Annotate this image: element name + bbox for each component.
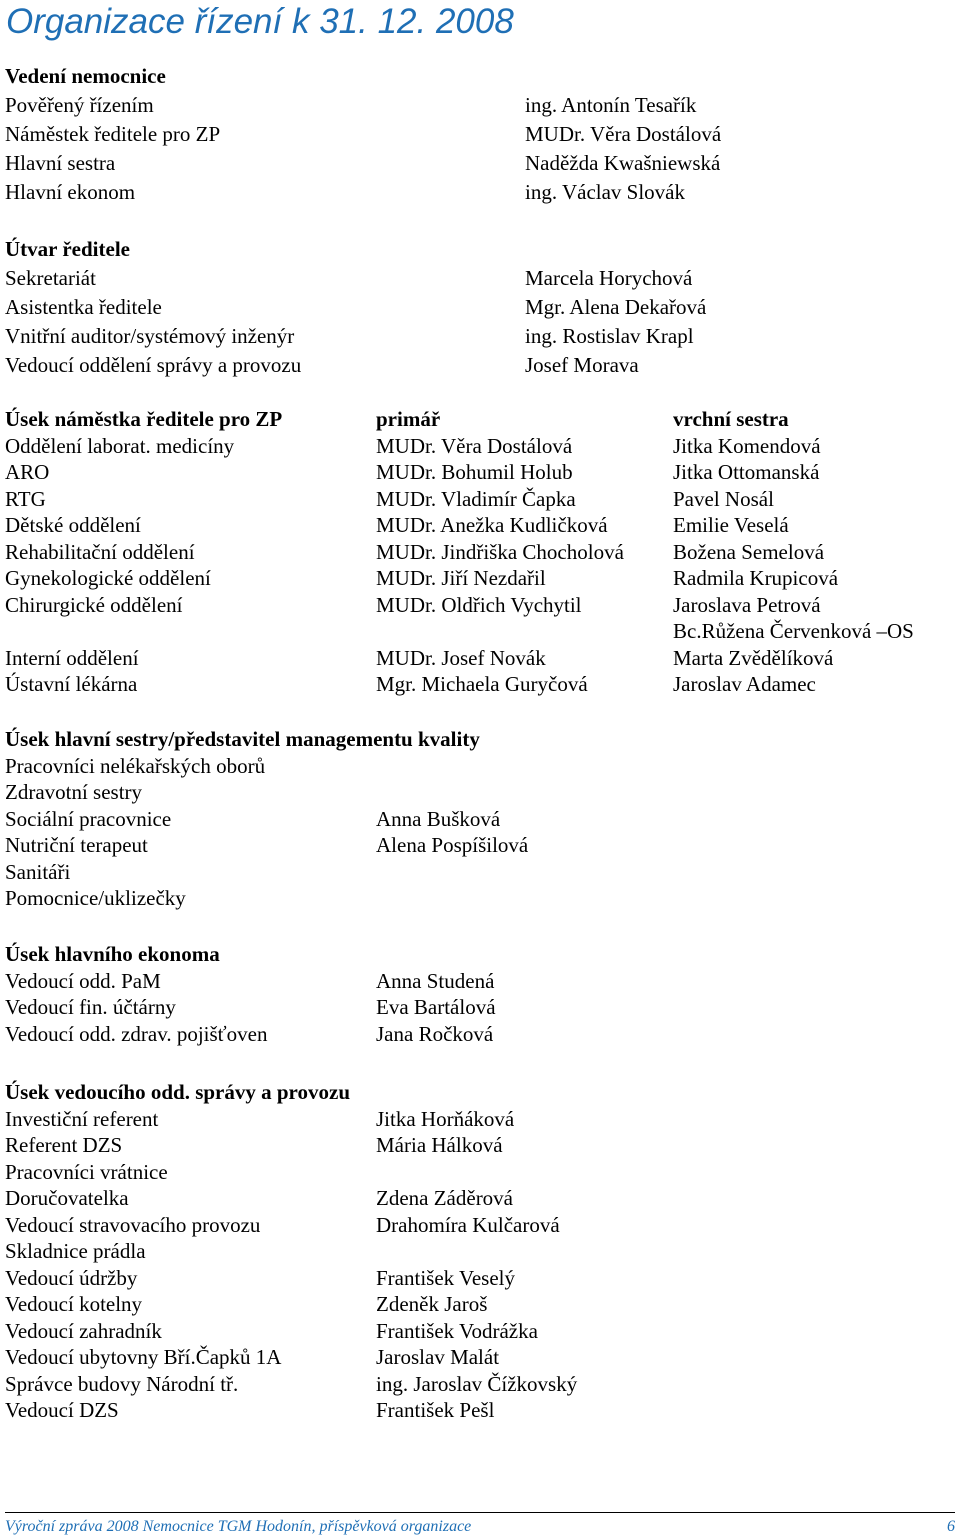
heading-text: Úsek hlavní sestry/představitel managementu kvality	[5, 727, 480, 751]
role-label: Správce budovy Národní tř.	[5, 1371, 239, 1396]
role-label: Hlavní sestra	[5, 151, 116, 175]
department-name: Oddělení laborat. medicíny	[5, 433, 235, 458]
person-name: Mgr. Alena Dekařová	[525, 295, 707, 319]
primar-name: MUDr. Jiří Nezdařil	[376, 566, 546, 590]
role-label: Vedoucí DZS	[5, 1398, 119, 1422]
role-label: Pomocnice/uklizečky	[5, 886, 186, 910]
person-name: Marcela Horychová	[525, 266, 693, 290]
primar-name: MUDr. Vladimír Čapka	[376, 486, 576, 511]
person-name: ing. Václav Slovák	[525, 180, 686, 204]
person-name: ing. Jaroslav Čížkovský	[376, 1371, 578, 1396]
person-name: František Vodrážka	[376, 1318, 538, 1343]
primar-name: MUDr. Anežka Kudličková	[376, 513, 608, 537]
role-label: Vedoucí odd. zdrav. pojišťoven	[5, 1021, 268, 1046]
role-label: Nutriční terapeut	[5, 833, 148, 857]
primar-name: MUDr. Věra Dostálová	[376, 433, 573, 458]
role-label: Vedoucí stravovacího provozu	[5, 1212, 261, 1237]
role-label: Vnitřní auditor/systémový inženýr	[5, 324, 295, 348]
department-name: Ústavní lékárna	[5, 672, 138, 696]
role-label: Asistentka ředitele	[5, 295, 162, 319]
role-label: Vedoucí ubytovny Bří.Čapků 1A	[5, 1345, 282, 1369]
column-header-primar: primář	[376, 407, 441, 431]
department-name: Rehabilitační oddělení	[5, 539, 195, 564]
person-name: Anna Studená	[376, 968, 495, 993]
sestra-name: Jitka Komendová	[673, 433, 821, 458]
person-name: Zdeněk Jaroš	[376, 1292, 488, 1316]
person-name: ing. Antonín Tesařík	[525, 93, 697, 117]
department-name: Interní oddělení	[5, 645, 139, 670]
person-name: Mária Hálková	[376, 1133, 503, 1157]
role-label: Hlavní ekonom	[5, 180, 136, 204]
person-name: Eva Bartálová	[376, 995, 496, 1019]
footer-text: Výroční zpráva 2008 Nemocnice TGM Hodonín, příspěvková organizace	[5, 1518, 472, 1535]
person-name: František Veselý	[376, 1265, 516, 1290]
sestra-name: Emilie Veselá	[673, 513, 789, 537]
person-name: František Pešl	[376, 1398, 495, 1422]
role-label: Vedoucí údržby	[5, 1265, 138, 1290]
person-name: Anna Bušková	[376, 806, 501, 831]
role-label: Sekretariát	[5, 266, 96, 290]
role-label: Doručovatelka	[5, 1186, 129, 1210]
sestra-name: Jaroslav Adamec	[673, 672, 816, 696]
role-label: Pracovníci vrátnice	[5, 1159, 168, 1184]
sestra-name: Marta Zvědělíková	[673, 645, 834, 670]
sestra-name: Jitka Ottomanská	[673, 460, 820, 484]
department-name: Dětské oddělení	[5, 513, 141, 537]
person-name: Jaroslav Malát	[376, 1345, 500, 1369]
sestra-name: Radmila Krupicová	[673, 566, 839, 590]
role-label: Náměstek ředitele pro ZP	[5, 122, 221, 146]
department-name: ARO	[5, 460, 50, 484]
role-label: Vedoucí kotelny	[5, 1292, 143, 1316]
department-name: Gynekologické oddělení	[5, 566, 211, 590]
primar-name: Mgr. Michaela Guryčová	[376, 672, 588, 696]
role-label: Pověřený řízením	[5, 93, 154, 117]
sestra-name: Jaroslava Petrová	[673, 592, 821, 617]
primar-name: MUDr. Bohumil Holub	[376, 460, 573, 484]
page-footer	[5, 1516, 955, 1538]
person-name: Jitka Horňáková	[376, 1106, 515, 1131]
sestra-name: Bc.Růžena Červenková –OS	[673, 619, 914, 643]
role-label: Vedoucí fin. účtárny	[5, 995, 176, 1019]
page-number: 6	[947, 1518, 955, 1535]
heading-text: Útvar ředitele	[5, 237, 130, 261]
primar-name: MUDr. Oldřich Vychytil	[376, 592, 582, 617]
role-label: Investiční referent	[5, 1106, 159, 1131]
person-name: Jana Ročková	[376, 1021, 494, 1046]
role-label: Sanitáři	[5, 859, 71, 884]
person-name: Josef Morava	[525, 353, 639, 377]
role-label: Pracovníci nelékařských oborů	[5, 753, 266, 778]
person-name: Naděžda Kwašniewská	[525, 151, 721, 175]
person-name: Zdena Záděrová	[376, 1186, 514, 1210]
role-label: Zdravotní sestry	[5, 780, 143, 804]
heading-text: Úsek hlavního ekonoma	[5, 942, 220, 966]
page-title: Organizace řízení k 31. 12. 2008	[6, 2, 514, 41]
heading-text: Úsek vedoucího odd. správy a provozu	[5, 1080, 351, 1104]
role-label: Vedoucí oddělení správy a provozu	[5, 353, 302, 377]
heading-text: Úsek náměstka ředitele pro ZP	[5, 407, 283, 431]
person-name: ing. Rostislav Krapl	[525, 324, 694, 348]
role-label: Referent DZS	[5, 1133, 123, 1157]
primar-name: MUDr. Josef Novák	[376, 645, 546, 670]
role-label: Vedoucí odd. PaM	[5, 968, 161, 993]
column-header-sestra: vrchní sestra	[673, 407, 789, 431]
person-name: MUDr. Věra Dostálová	[525, 122, 722, 146]
sestra-name: Pavel Nosál	[673, 486, 774, 511]
role-label: Vedoucí zahradník	[5, 1318, 162, 1343]
role-label: Sociální pracovnice	[5, 806, 172, 831]
department-name: Chirurgické oddělení	[5, 592, 183, 617]
heading-text: Vedení nemocnice	[5, 64, 166, 88]
footer-divider	[5, 1512, 955, 1513]
primar-name: MUDr. Jindřiška Chocholová	[376, 539, 624, 564]
role-label: Skladnice prádla	[5, 1239, 146, 1263]
department-name: RTG	[5, 486, 46, 511]
person-name: Alena Pospíšilová	[376, 833, 529, 857]
person-name: Drahomíra Kulčarová	[376, 1212, 560, 1237]
sestra-name: Božena Semelová	[673, 539, 825, 564]
